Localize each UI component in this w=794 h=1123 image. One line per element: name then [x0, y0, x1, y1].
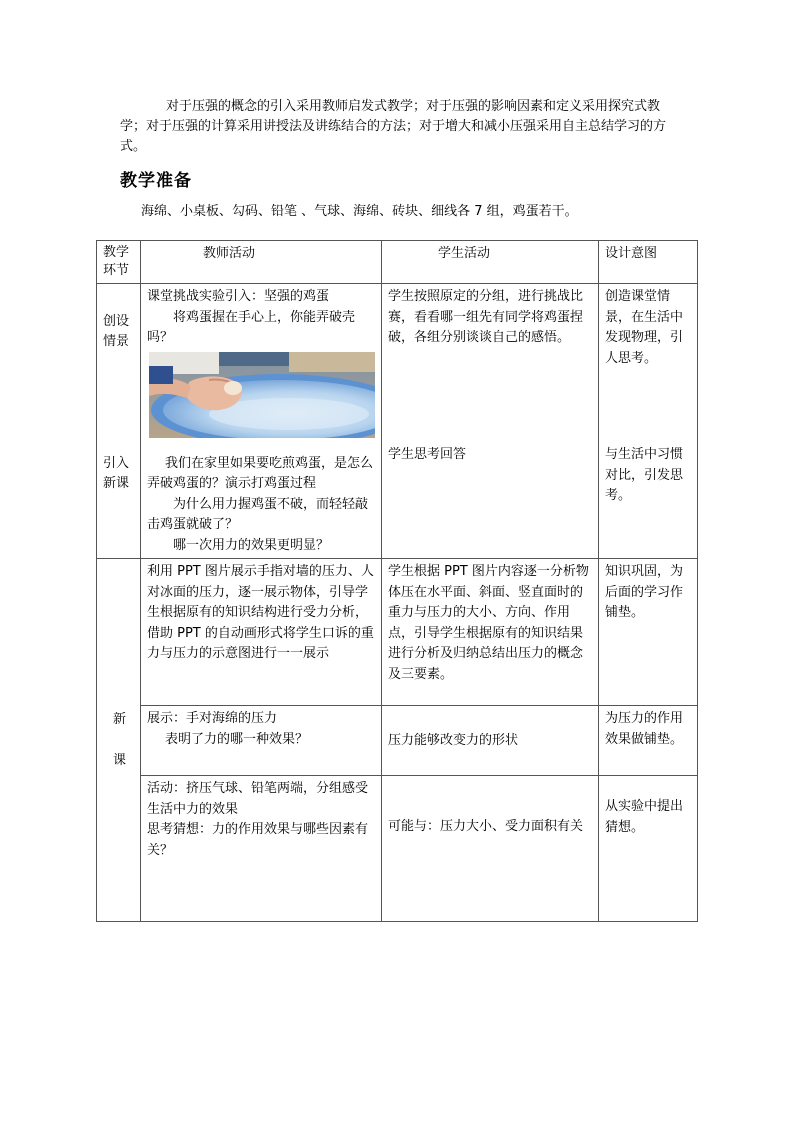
student-nl3: 可能与：压力大小、受力面积有关 — [388, 819, 584, 834]
table-row-intro — [97, 284, 698, 559]
table-row-newlesson-3 — [97, 776, 698, 922]
materials-list: 海绵、小桌板、勾码、铅笔 、气球、海绵、砖块、细线各 7 组，鸡蛋若干。 — [141, 204, 578, 219]
student-cell-newlesson-3 — [382, 776, 599, 922]
student-cell-intro — [382, 284, 599, 559]
intent-cell-newlesson-1: 知识巩固，为后面的学习作铺垫。 — [599, 559, 698, 706]
stage-label-create: 创设情景 — [103, 314, 130, 349]
intro-paragraph: 对于压强的概念的引入采用教师启发式教学；对于压强的影响因素和定义采用探究式教学；对于压强的计算采用讲授法及讲练结合的方法；对于增大和减小压强采用自主总结学习的方式。 — [120, 99, 667, 154]
teacher-nl2-b: 表明了力的哪一种效果？ — [165, 731, 309, 747]
egg-photo-image — [149, 352, 375, 438]
teacher-intro-p2: 我们在家里如果要吃煎鸡蛋，是怎么弄破鸡蛋的？演示打鸡蛋过程 — [147, 455, 374, 491]
intent-intro-b: 与生活中习惯对比，引发思考。 — [605, 447, 684, 503]
teacher-nl3-a: 活动：挤压气球、铅笔两端，分组感受生活中力的效果 — [147, 781, 369, 817]
header-stage: 教学环节 — [97, 241, 141, 284]
header-intent: 设计意图 — [599, 241, 698, 284]
teacher-nl3-b: 思考猜想：力的作用效果与哪些因素有关？ — [147, 822, 369, 858]
student-intro-a: 学生按照原定的分组，进行挑战比赛，看看哪一组先有同学将鸡蛋捏破，各组分别谈谈自己的感悟。 — [388, 289, 584, 345]
student-intro-b: 学生思考回答 — [388, 446, 467, 462]
lesson-plan-table — [96, 240, 698, 922]
intent-cell-newlesson-2: 为压力的作用效果做铺垫。 — [599, 706, 698, 776]
egg-experiment-photo — [149, 352, 375, 438]
stage-cell-intro — [97, 284, 141, 559]
teacher-cell-newlesson-1: 利用 PPT 图片展示手指对墙的压力、人对冰面的压力，逐一展示物体，引导学生根据原有的知识结构进行受力分析，借助 PPT 的自动画形式将学生口诉的重力与压力的示意图进行一一展示 — [141, 559, 382, 706]
teacher-nl2-a: 展示：手对海绵的压力 — [147, 711, 278, 726]
teacher-cell-intro — [141, 284, 382, 559]
student-cell-newlesson-2 — [382, 706, 599, 776]
table-header-row — [97, 241, 698, 284]
student-nl2: 压力能够改变力的形状 — [388, 732, 519, 748]
stage-newlesson-char-2: 课 — [112, 752, 126, 768]
stage-label-introduce: 引入新课 — [103, 456, 130, 491]
table-row-newlesson-1 — [97, 559, 698, 706]
header-student — [382, 241, 599, 284]
stage-newlesson-char-1: 新 — [112, 712, 126, 727]
section-heading: 教学准备 — [120, 171, 192, 191]
header-teacher — [141, 241, 382, 284]
teacher-cell-newlesson-3 — [141, 776, 382, 922]
teacher-cell-newlesson-2 — [141, 706, 382, 776]
teacher-intro-q1: 将鸡蛋握在手心上，你能弄破壳吗？ — [147, 309, 356, 345]
teacher-intro-p3: 为什么用力握鸡蛋不破，而轻轻敲击鸡蛋就破了？ — [147, 496, 369, 532]
header-student-label: 学生活动 — [438, 246, 491, 261]
teacher-intro-p4: 哪一次用力的效果更明显？ — [173, 537, 330, 553]
student-cell-newlesson-1: 学生根据 PPT 图片内容逐一分析物体压在水平面、斜面、竖直面时的重力与压力的大小、方向、作用点，引导学生根据原有的知识结果进行分析及归纳总结出压力的概念及三要素。 — [382, 559, 599, 706]
teacher-intro-title: 课堂挑战实验引入：坚强的鸡蛋 — [147, 289, 330, 304]
intent-cell-newlesson-3 — [599, 776, 698, 922]
header-teacher-label: 教师活动 — [203, 246, 256, 261]
intent-nl3: 从实验中提出猜想。 — [605, 799, 684, 835]
table-row-newlesson-2 — [97, 706, 698, 776]
intent-cell-intro — [599, 284, 698, 559]
stage-label-newlesson — [103, 710, 136, 771]
intent-intro-a: 创造课堂情景，在生活中发现物理，引人思考。 — [605, 289, 684, 366]
stage-cell-newlesson — [97, 559, 141, 922]
